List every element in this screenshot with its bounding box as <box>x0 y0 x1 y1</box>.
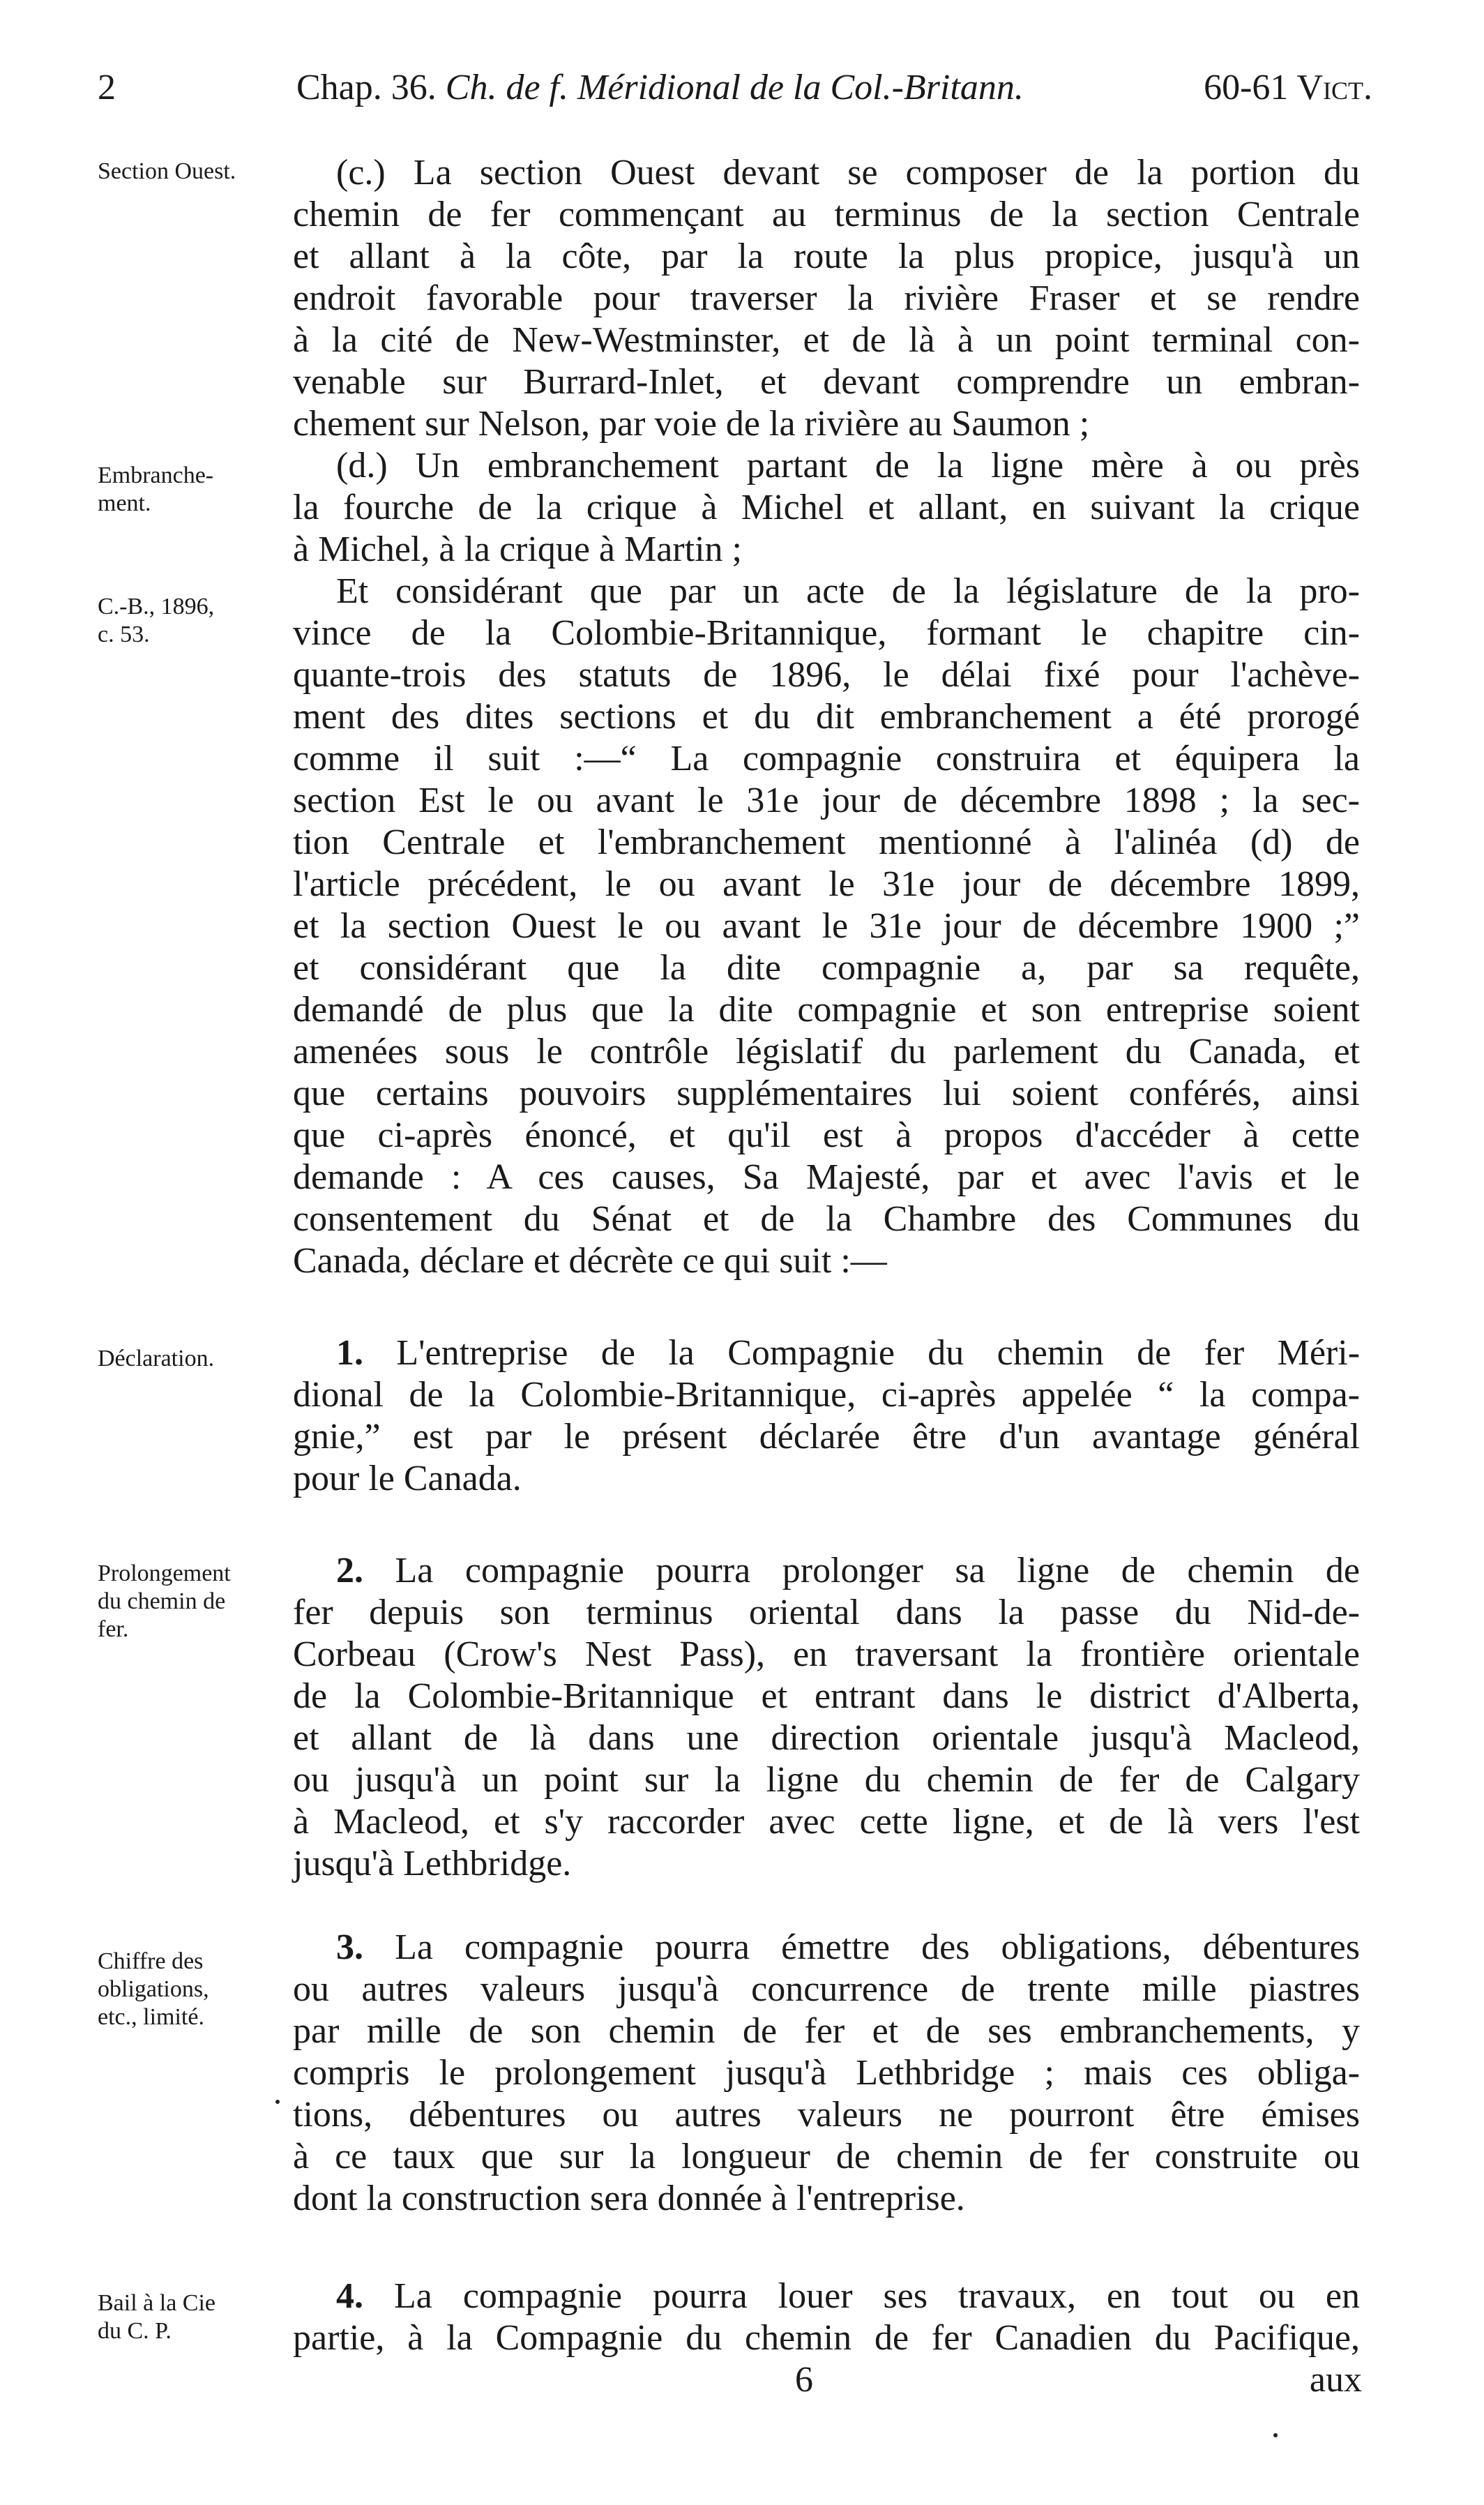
print-speck <box>1273 2433 1278 2437</box>
section-number: 2. <box>336 1551 363 1590</box>
text-line: chemin de fer commençant au terminus de la section Centrale <box>293 195 1360 234</box>
text-line: comme il suit :—“ La compagnie construira et équipera la <box>293 739 1360 778</box>
margin-note-chiffre: Chiffre des obligations, etc., limité. <box>98 1948 209 2030</box>
text-line: à Michel, à la crique à Martin ; <box>293 529 742 569</box>
text-line: la fourche de la crique à Michel et allant, en suivant la crique <box>293 488 1360 527</box>
text-line: dional de la Colombie-Britannique, ci-après appelée “ la compa- <box>293 1375 1360 1415</box>
text-line: venable sur Burrard-Inlet, et devant comprendre un embran- <box>293 362 1360 402</box>
text-line: à Macleod, et s'y raccorder avec cette ligne, et de là vers l'est <box>293 1802 1360 1842</box>
text-line: ment des dites sections et du dit embranchement a été prorogé <box>293 697 1360 737</box>
text-line: que certains pouvoirs supplémentaires lui soient conférés, ainsi <box>293 1074 1360 1113</box>
page-number: 2 <box>98 68 116 107</box>
text-line: amenées sous le contrôle législatif du parlement du Canada, et <box>293 1032 1360 1071</box>
text-line: Canada, déclare et décrète ce qui suit :— <box>293 1241 887 1281</box>
section-2 <box>293 1550 1360 1885</box>
text-line: tion Centrale et l'embranchement mentionné à l'alinéa (d) de <box>293 822 1360 862</box>
text-line: jusqu'à Lethbridge. <box>293 1844 572 1883</box>
text-line: que ci-après énoncé, et qu'il est à propos d'accéder à cette <box>293 1115 1360 1155</box>
text-line: consentement du Sénat et de la Chambre des Communes du <box>293 1199 1360 1239</box>
text-line: pour le Canada. <box>293 1459 522 1498</box>
text-line: partie, à la Compagnie du chemin de fer Canadien du Pacifique, <box>293 2318 1360 2358</box>
preamble-whereas <box>293 571 1360 1282</box>
text-line: vince de la Colombie-Britannique, formant le chapitre cin- <box>293 613 1360 653</box>
text-line: l'article précédent, le ou avant le 31e jour de décembre 1899, <box>293 864 1360 904</box>
catchword: aux <box>1309 2360 1362 2400</box>
section-text: La compagnie pourra prolonger sa ligne de chemin de <box>395 1551 1360 1590</box>
text-line: demandé de plus que la dite compagnie et son entreprise soient <box>293 990 1360 1030</box>
text-line: (d.) Un embranchement partant de la ligne mère à ou près <box>336 446 1360 486</box>
text-line: de la Colombie-Britannique et entrant dans le district d'Alberta, <box>293 1676 1360 1716</box>
running-header <box>98 67 1372 109</box>
text-line: et allant à la côte, par la route la plus propice, jusqu'à un <box>293 236 1360 276</box>
margin-note-declaration: Déclaration. <box>98 1346 215 1371</box>
text-line: à la cité de New-Westminster, et de là à un point terminal con- <box>293 320 1360 360</box>
text-line: fer depuis son terminus oriental dans la passe du Nid-de- <box>293 1593 1360 1632</box>
text-line: chement sur Nelson, par voie de la rivière au Saumon ; <box>293 404 1090 444</box>
text-line: et la section Ouest le ou avant le 31e jour de décembre 1900 ;” <box>293 906 1360 946</box>
text-line: et considérant que la dite compagnie a, par sa requête, <box>293 948 1360 988</box>
section-text: L'entreprise de la Compagnie du chemin de fer Méri- <box>396 1333 1361 1373</box>
section-number: 1. <box>336 1333 363 1373</box>
section-number: 3. <box>336 1927 363 1967</box>
section-1 <box>293 1332 1360 1500</box>
section-text: La compagnie pourra louer ses travaux, en tout ou en <box>394 2276 1360 2316</box>
text-line: quante-trois des statuts de 1896, le délai fixé pour l'achève- <box>293 655 1360 695</box>
text-line <box>293 2275 1360 2317</box>
text-line <box>293 1927 1360 1969</box>
margin-note-bail: Bail à la Cie du C. P. <box>98 2290 216 2344</box>
text-line: gnie,” est par le présent déclarée être d'un avantage général <box>293 1417 1360 1457</box>
preamble-paragraph-c <box>293 152 1360 445</box>
text-line: à ce taux que sur la longueur de chemin de fer construite ou <box>293 2137 1360 2176</box>
text-line: dont la construction sera donnée à l'entreprise. <box>293 2179 965 2218</box>
text-line: tions, débentures ou autres valeurs ne pourront être émises <box>293 2095 1360 2135</box>
print-speck <box>275 2100 280 2104</box>
text-line: (c.) La section Ouest devant se composer de la portion du <box>336 153 1360 193</box>
margin-note-section-ouest: Section Ouest. <box>98 158 236 184</box>
section-3 <box>293 1927 1360 2220</box>
section-number: 4. <box>336 2276 363 2316</box>
signature-folio: 6 <box>795 2360 813 2400</box>
margin-note-cb-ref: C.-B., 1896, c. 53. <box>98 594 215 647</box>
text-line: section Est le ou avant le 31e jour de décembre 1898 ; la sec- <box>293 781 1360 820</box>
preamble-paragraph-d <box>293 445 1360 571</box>
margin-note-prolongement: Prolongement du chemin de fer. <box>98 1560 231 1642</box>
text-line: demande : A ces causes, Sa Majesté, par et avec l'avis et le <box>293 1157 1360 1197</box>
header-regnal-year: 60-61 Vict. <box>1204 68 1372 107</box>
margin-note-embranchement: Embranche- ment. <box>98 462 214 516</box>
text-line <box>293 1550 1360 1592</box>
header-title <box>296 67 1024 108</box>
text-line <box>293 1332 1360 1374</box>
section-4 <box>293 2275 1360 2359</box>
header-act-title: Ch. de f. Méridional de la Col.-Britann. <box>445 68 1024 107</box>
text-line: Corbeau (Crow's Nest Pass), en traversant la frontière orientale <box>293 1634 1360 1674</box>
text-line: et allant de là dans une direction orientale jusqu'à Macleod, <box>293 1718 1360 1758</box>
text-line: ou autres valeurs jusqu'à concurrence de trente mille piastres <box>293 1969 1360 2009</box>
header-chapter: Chap. 36. <box>296 68 437 107</box>
text-line: compris le prolongement jusqu'à Lethbridge ; mais ces obliga- <box>293 2053 1360 2093</box>
text-line: ou jusqu'à un point sur la ligne du chemin de fer de Calgary <box>293 1760 1360 1800</box>
text-line: par mille de son chemin de fer et de ses embranchements, y <box>293 2011 1360 2051</box>
text-line: endroit favorable pour traverser la rivière Fraser et se rendre <box>293 278 1360 318</box>
section-text: La compagnie pourra émettre des obligations, débentures <box>395 1927 1360 1967</box>
text-line: Et considérant que par un acte de la législature de la pro- <box>336 571 1360 611</box>
